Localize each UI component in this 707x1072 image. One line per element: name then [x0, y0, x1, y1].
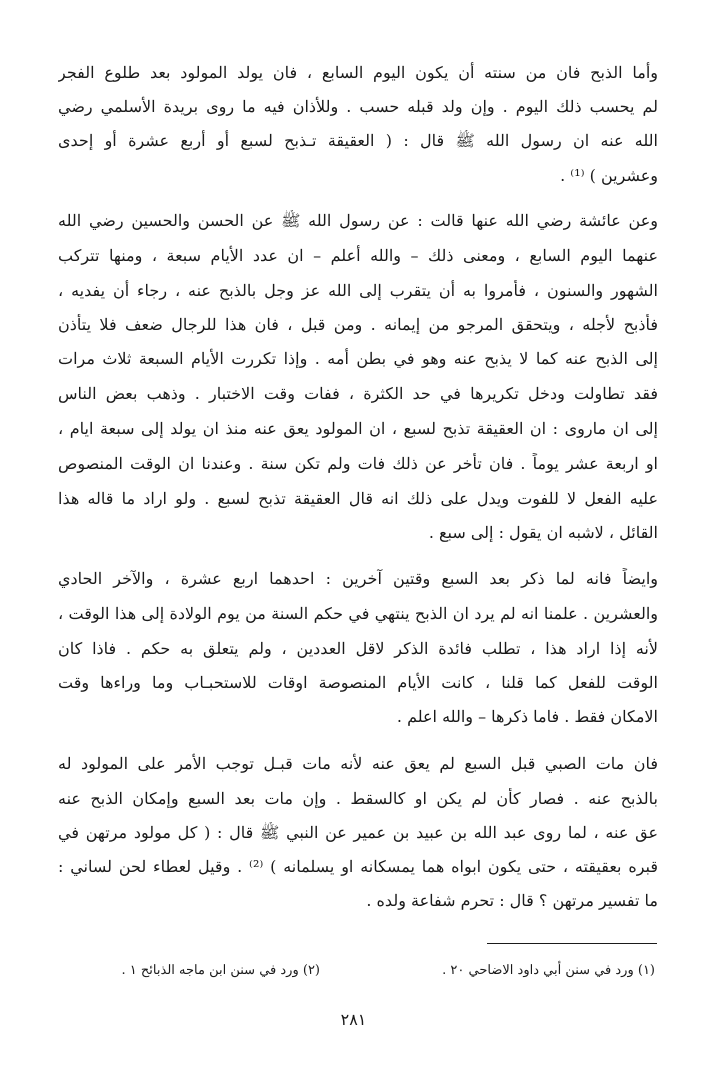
paragraph-1-line-3: الله عنه ان رسول الله ﷺ قال : ( العقيقة تـذبح لسبع أو أربع عشرة أو إحدى	[58, 131, 658, 150]
paragraph-4-line-1: فان مات الصبي قبل السبع لم يعق عنه لأنه مات قبـل توجب الأمر على المولود له	[58, 754, 658, 773]
paragraph-2-line-10: القائل ، لاشبه ان يقول : إلى سبع .	[428, 523, 658, 542]
paragraph-2-line-1: وعن عائشة رضي الله عنها قالت : عن رسول الله ﷺ عن الحسن والحسين رضي الله	[58, 211, 658, 230]
paragraph-3-line-2: والعشرين . علمنا انه لم يرد ان الذبح ينتهي في حكم السنة من يوم الولادة إلى هذا الوقت ،	[58, 604, 658, 623]
paragraph-3-line-1: وايضاً فانه لما ذكر بعد السبع وقتين آخرين : احدهما اربع عشرة ، والآخر الحادي	[58, 569, 658, 588]
paragraph-2-line-5: إلى الذبح عنه كما لا يذبح عنه وهو في بطن أمه . وإذا تكررت الأيام السبعة ثلاث مرات	[58, 349, 658, 368]
paragraph-4-line-2: بالذبح عنه . فصار كأن لم يكن او كالسقط . وإن مات بعد السبع وإمكان الذبح عنه	[58, 789, 658, 808]
paragraph-2-line-4: فأذبح لأجله ، ويتحقق المرجو من إيمانه . ومن قبل ، فان هذا للرجال ضعف فلا يتأذن	[58, 315, 658, 334]
paragraph-3-line-3: لأنه إذا اراد هذا ، تطلب فائدة الذكر لاقل العددين ، ولم يتعلق به حكم . فاذا كان	[58, 639, 658, 658]
paragraph-2-line-7: إلى ان ماروى : ان العقيقة تذبح لسبع ، ان المولود يعق عنه منذ ان يولد إلى سبعة ايام ،	[58, 419, 658, 438]
paragraph-2-line-3: الشهور والسنون ، فأمروا به أن يتقرب إلى الله عز وجل بالذبح عنه ، رجاء أن يفديه ،	[58, 281, 658, 300]
paragraph-2-line-8: او اربعة عشر يوماً . فان تأخر عن ذلك فات ولم تكن سنة . وعندنا ان الوقت المنصوص	[58, 454, 658, 473]
paragraph-4-line-3: عق عنه ، لما روى عبد الله بن عبيد بن عمير عن النبي ﷺ قال : ( كل مولود مرتهن في	[58, 823, 658, 842]
paragraph-2-line-2: عنهما اليوم السابع ، ومعنى ذلك – والله أعلم – ان عدد الأيام سبعة ، ومنها تتركب	[58, 246, 658, 265]
paragraph-4-line-5: ما تفسير مرتهن ؟ قال : تحرم شفاعة ولده .	[366, 891, 658, 910]
paragraph-1-line-4: وعشرين ) ⁽¹⁾ .	[560, 166, 658, 185]
footnote-1: (١) ورد في سنن أبي داود الاضاحي ٢٠ .	[442, 963, 655, 978]
page-number: ٢٨١	[340, 1010, 367, 1029]
paragraph-3-line-5: الامكان فقط . فاما ذكرها – والله اعلم .	[396, 707, 658, 726]
paragraph-2-line-9: عليه الفعل لا للفوت ويدل على ذلك انه قال العقيقة تذبح لسبع . ولو اراد ما قاله هذا	[58, 489, 658, 508]
paragraph-3-line-4: الوقت للفعل كما قلنا ، كانت الأيام المنصوصة اوقات للاستحبـاب وما وراءها وقت	[58, 673, 658, 692]
paragraph-1-line-1: وأما الذبح فان من سنته أن يكون اليوم السابع ، فان يولد المولود بعد طلوع الفجر	[58, 63, 658, 82]
paragraph-4-line-4: قبره بعقيقته ، حتى يكون ابواه هما يمسكانه او يسلمانه ) ⁽²⁾ . وقيل لعطاء لحن لساني :	[58, 857, 658, 876]
paragraph-1-line-2: لم يحسب ذلك اليوم . وإن ولد قبله حسب . وللأذان فيه ما روى بريدة الأسلمي رضي	[58, 97, 658, 116]
paragraph-2-line-6: فقد تطاولت ودخل تكريرها في حد الكثرة ، ففات وقت الاختبار . وذهب بعض الناس	[58, 384, 658, 403]
footnote-2: (٢) ورد في سنن ابن ماجه الذبائح ١ .	[121, 963, 320, 978]
footnote-separator	[487, 943, 657, 944]
